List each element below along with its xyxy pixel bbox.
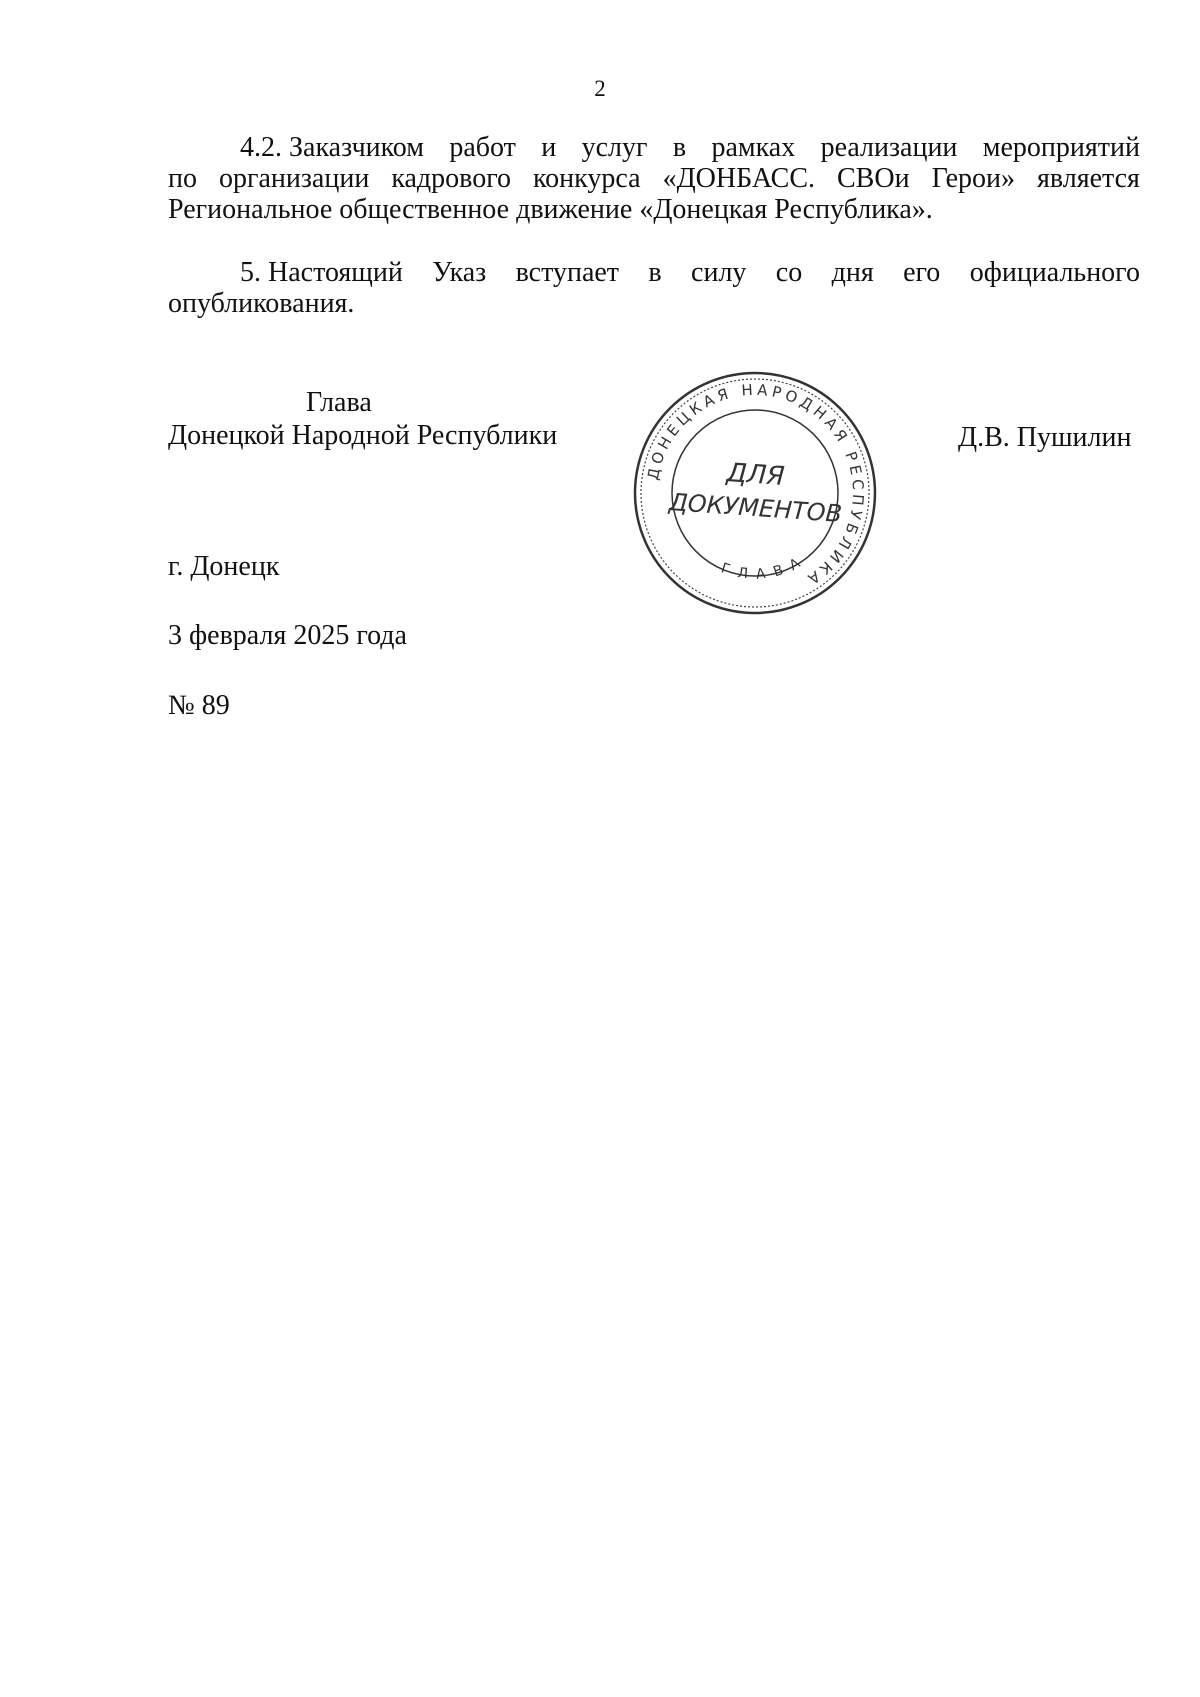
word: силу xyxy=(691,257,747,288)
signature-organization: Донецкой Народной Республики xyxy=(168,420,558,451)
word: по xyxy=(168,163,197,194)
word: вступает xyxy=(515,257,620,288)
paragraph-5-line-2: опубликования. xyxy=(168,288,355,319)
word: конкурса xyxy=(532,163,641,194)
paragraph-5 xyxy=(168,257,1140,319)
word: в xyxy=(672,132,687,163)
word: работ xyxy=(449,132,516,163)
seal-center-line-1: ДЛЯ xyxy=(725,458,786,493)
word: Указ xyxy=(432,257,487,288)
word: его xyxy=(903,257,941,288)
seal-outer-text: ДОНЕЦКАЯ НАРОДНАЯ РЕСПУБЛИКА xyxy=(643,380,868,591)
paragraph-5-line-1 xyxy=(168,257,1140,288)
document-number: № 89 xyxy=(168,690,230,721)
paragraph-4-2 xyxy=(168,132,1140,225)
page-number: 2 xyxy=(594,76,606,101)
seal-bottom-text: ГЛАВА xyxy=(719,550,811,583)
word: услуг xyxy=(581,132,648,163)
word: «ДОНБАСС. xyxy=(662,163,815,194)
word: со xyxy=(775,257,803,288)
signature-title: Глава xyxy=(306,387,372,418)
word: и xyxy=(541,132,557,163)
seal-center-line-2: ДОКУМЕНТОВ xyxy=(668,488,843,529)
word: кадрового xyxy=(391,163,511,194)
word: официального xyxy=(969,257,1140,288)
official-seal-stamp xyxy=(630,368,880,618)
paragraph-4-2-line-2 xyxy=(168,163,1140,194)
word: организации xyxy=(218,163,370,194)
paragraph-4-2-line-3: Региональное общественное движение «Донецкая Республика». xyxy=(168,194,933,225)
word: рамках xyxy=(711,132,796,163)
word: 5. Настоящий xyxy=(240,257,403,288)
word: дня xyxy=(831,257,874,288)
word: является xyxy=(1037,163,1140,194)
word: реализации xyxy=(820,132,958,163)
word: мероприятий xyxy=(982,132,1140,163)
word: Герои» xyxy=(931,163,1016,194)
document-date: 3 февраля 2025 года xyxy=(168,620,407,651)
word: 4.2. Заказчиком xyxy=(240,132,424,163)
paragraph-4-2-line-1 xyxy=(168,132,1140,163)
word: СВОи xyxy=(837,163,910,194)
place: г. Донецк xyxy=(168,551,280,582)
signature-name: Д.В. Пушилин xyxy=(958,422,1132,453)
word: в xyxy=(648,257,662,288)
